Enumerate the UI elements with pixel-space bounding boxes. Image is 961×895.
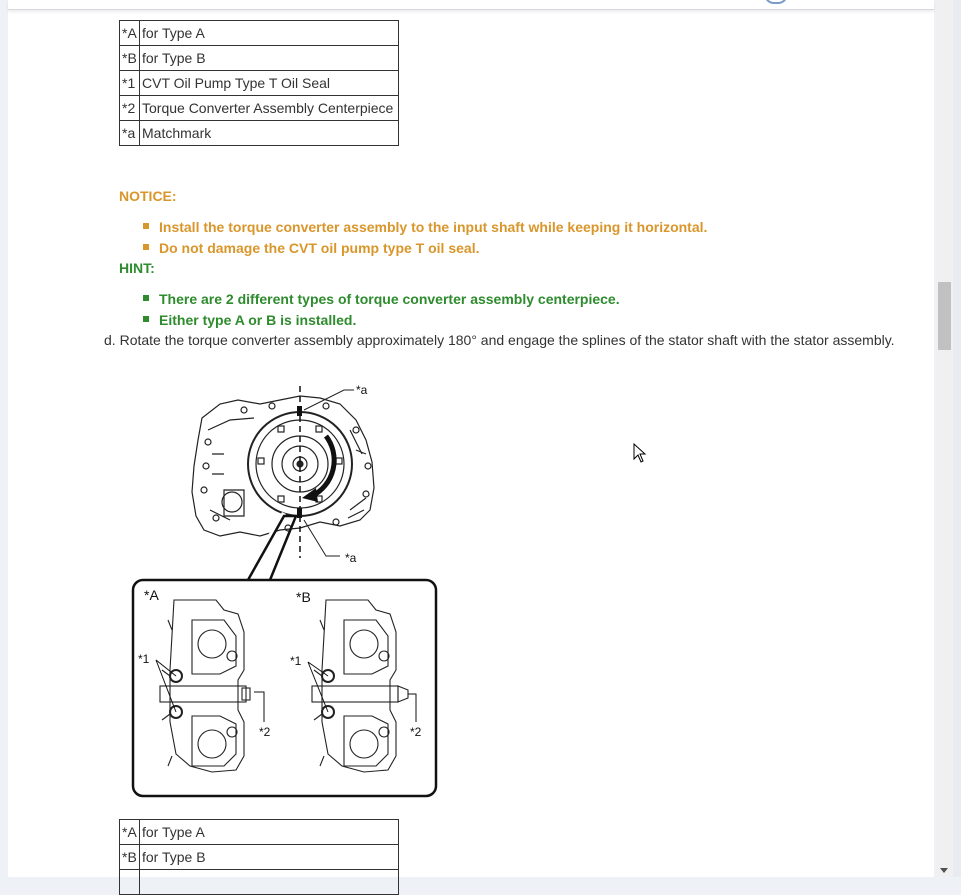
hint-list bbox=[143, 290, 620, 332]
toolbar-circle-icon[interactable] bbox=[764, 0, 788, 4]
legend-value: for Type B bbox=[140, 46, 399, 71]
legend-table-bottom bbox=[119, 819, 399, 895]
notice-heading: NOTICE: bbox=[119, 188, 177, 204]
hint-heading: HINT: bbox=[119, 260, 155, 276]
scrollbar-thumb[interactable] bbox=[938, 282, 951, 350]
legend-key: *B bbox=[120, 845, 140, 870]
bullet-square-icon bbox=[143, 295, 149, 301]
legend-key: *A bbox=[120, 820, 140, 845]
callout-one-b: *1 bbox=[290, 654, 302, 668]
table-row bbox=[120, 845, 399, 870]
mouse-cursor-icon bbox=[633, 443, 647, 463]
legend-value: Torque Converter Assembly Centerpiece bbox=[140, 96, 399, 121]
table-row bbox=[120, 46, 399, 71]
step-text: Rotate the torque converter assembly approximately 180° and engage the splines of the stator shaft with the stator assembly. bbox=[119, 332, 895, 348]
table-row bbox=[120, 96, 399, 121]
torque-converter-diagram bbox=[120, 370, 450, 800]
legend-key: *a bbox=[120, 121, 140, 146]
list-item bbox=[143, 290, 620, 311]
hint-item-text: There are 2 different types of torque converter assembly centerpiece. bbox=[159, 291, 620, 307]
bullet-square-icon bbox=[143, 244, 149, 250]
callout-type-b: *B bbox=[296, 589, 311, 605]
hint-item-text: Either type A or B is installed. bbox=[159, 312, 357, 328]
window-edge bbox=[953, 0, 961, 877]
notice-list bbox=[143, 218, 707, 260]
scroll-down-arrow-icon[interactable] bbox=[940, 868, 948, 873]
table-row bbox=[120, 870, 399, 895]
callout-one-a: *1 bbox=[138, 652, 150, 666]
legend-key: *A bbox=[120, 21, 140, 46]
notice-item-text: Do not damage the CVT oil pump type T oil seal. bbox=[159, 240, 480, 256]
notice-item-text: Install the torque converter assembly to the input shaft while keeping it horizontal. bbox=[159, 219, 708, 235]
table-row bbox=[120, 121, 399, 146]
list-item bbox=[143, 311, 620, 332]
vertical-scrollbar[interactable] bbox=[936, 0, 953, 877]
list-item bbox=[143, 218, 707, 239]
legend-key: *B bbox=[120, 46, 140, 71]
legend-value: for Type B bbox=[140, 845, 399, 870]
legend-value: Matchmark bbox=[140, 121, 399, 146]
callout-a-top: *a bbox=[356, 383, 368, 397]
legend-value: CVT Oil Pump Type T Oil Seal bbox=[140, 71, 399, 96]
list-item bbox=[143, 239, 707, 260]
table-row bbox=[120, 21, 399, 46]
callout-a-bottom: *a bbox=[345, 551, 357, 565]
table-row bbox=[120, 820, 399, 845]
type-b-section bbox=[312, 600, 408, 772]
legend-value: for Type A bbox=[140, 820, 399, 845]
bullet-square-icon bbox=[143, 223, 149, 229]
table-row bbox=[120, 71, 399, 96]
bullet-square-icon bbox=[143, 316, 149, 322]
step-letter: d. bbox=[104, 332, 116, 348]
top-toolbar-edge bbox=[8, 0, 934, 10]
callout-type-a: *A bbox=[144, 587, 159, 603]
legend-key: *1 bbox=[120, 71, 140, 96]
legend-key: *2 bbox=[120, 96, 140, 121]
procedure-step bbox=[104, 332, 895, 348]
legend-table-top bbox=[119, 20, 399, 146]
callout-two-b: *2 bbox=[410, 725, 422, 739]
type-a-section bbox=[160, 600, 250, 772]
callout-two-a: *2 bbox=[259, 725, 271, 739]
legend-value: for Type A bbox=[140, 21, 399, 46]
